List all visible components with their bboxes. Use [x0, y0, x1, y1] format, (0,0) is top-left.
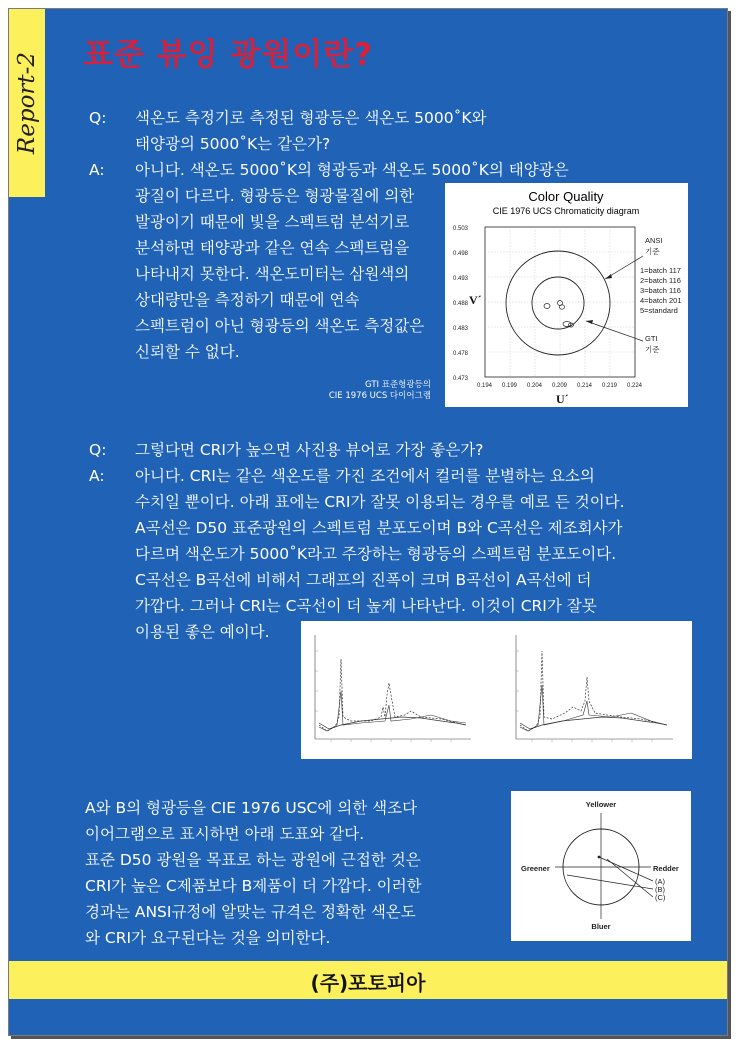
data-point [563, 322, 571, 327]
text-line: C곡선은 B곡선에 비해서 그래프의 진폭이 크며 B곡선이 A곡선에 더 [135, 571, 592, 589]
caption-line: GTI 표준형광등의 [365, 380, 431, 390]
caption-line: CIE 1976 UCS 다이어그램 [328, 391, 431, 401]
y-tick: 0.498 [453, 251, 469, 257]
text-line: CRI가 높은 C제품보다 B제품이 더 가깝다. 이러한 [85, 877, 422, 895]
text-line: 분석하면 태양광과 같은 연속 스펙트럼을 [135, 239, 410, 257]
x-axis-label: U´ [556, 392, 569, 406]
text-line: A와 B의 형광등을 CIE 1976 USC에 의한 색조다 [85, 799, 418, 817]
text-line: 스펙트럼이 아닌 형광등의 색온도 측정값은 [135, 317, 425, 335]
arrow-head [605, 274, 612, 279]
label-a: (A) [655, 877, 665, 886]
line-text: 아니다. CRI는 같은 색온도를 가진 조건에서 컬러를 분별하는 요소의 [135, 467, 595, 485]
x-tick: 0.209 [552, 383, 568, 389]
text-line: 태양광의 5000˚K는 같은가? [135, 135, 331, 153]
text-line: 나타내지 못한다. 색온도미터는 삼원색의 [135, 265, 410, 283]
color-quality-chart [445, 183, 688, 407]
text-line: 다르며 색온도가 5000˚K라고 주장하는 형광등의 스펙트럼 분포도이다. [135, 545, 617, 563]
a-label: A: [89, 161, 105, 179]
hue-svg [511, 791, 691, 941]
text-line [89, 157, 569, 183]
x-tick: 0.194 [477, 383, 493, 389]
line-a [599, 857, 653, 881]
legend-entry: 5=standard [640, 306, 678, 315]
bluer-label: Bluer [591, 922, 611, 931]
label-b: (B) [655, 885, 665, 894]
gti-circle [532, 277, 584, 329]
line-b [567, 875, 653, 889]
data-point [560, 305, 565, 309]
text-line: 와 CRI가 요구된다는 것을 의미한다. [85, 929, 331, 947]
line-text: 색온도 측정기로 측정된 형광등은 색온도 5000˚K와 [135, 109, 487, 127]
y-tick: 0.488 [453, 301, 469, 307]
text-line: 수치일 뿐이다. 아래 표에는 CRI가 잘못 이용되는 경우를 예로 든 것이다. [135, 493, 625, 511]
gti-sub-label: 기준 [645, 345, 660, 354]
text-line [89, 105, 569, 131]
spectrum-chart-right [516, 635, 673, 742]
text-line: 이용된 좋은 예이다. [135, 623, 270, 641]
gti-pointer [586, 321, 643, 341]
grid [485, 227, 635, 377]
y-tick: 0.493 [453, 276, 469, 282]
text-line: 광질이 다르다. 형광등은 형광물질에 의한 [135, 187, 415, 205]
chart-subtitle: CIE 1976 UCS Chromaticity diagram [492, 206, 640, 216]
yellower-label: Yellower [585, 800, 617, 809]
text-line: 경과는 ANSI규정에 알맞는 규격은 정확한 색온도 [85, 903, 416, 921]
hue-diagram [511, 791, 691, 941]
spectrum-chart-left [315, 635, 471, 742]
q-label: Q: [89, 109, 107, 127]
legend-entry: 2=batch 116 [640, 276, 681, 285]
x-tick: 0.219 [602, 383, 618, 389]
section-2 [89, 437, 625, 645]
spectrum-svg [301, 621, 692, 759]
greener-label: Greener [521, 864, 550, 873]
footer-band [9, 961, 727, 999]
label-c: (C) [655, 893, 666, 902]
ansi-circle [506, 251, 610, 355]
text-line: 가깝다. 그러나 CRI는 C곡선이 더 높게 나타난다. 이것이 CRI가 잘못 [135, 597, 597, 615]
x-tick: 0.214 [577, 383, 593, 389]
text-line: 표준 D50 광원을 목표로 하는 광원에 근접한 것은 [85, 851, 421, 869]
gti-label: GTI [645, 334, 658, 343]
page [8, 8, 728, 1036]
arrow-head [586, 320, 593, 324]
x-tick: 0.199 [502, 383, 518, 389]
ansi-sub-label: 기준 [645, 247, 660, 256]
text-line: A곡선은 D50 표준광원의 스펙트럼 분포도이며 B와 C곡선은 제조회사가 [135, 519, 623, 537]
y-tick: 0.478 [453, 351, 469, 357]
q-label: Q: [89, 441, 107, 459]
x-tick: 0.224 [627, 383, 643, 389]
text-line: 이어그램으로 표시하면 아래 도표와 같다. [85, 825, 365, 843]
text-line: 상대량만을 측정하기 때문에 연속 [135, 291, 360, 309]
chromaticity-svg [445, 183, 688, 407]
y-axis-label: V´ [469, 293, 482, 307]
chart-caption [309, 380, 431, 402]
text-line [89, 463, 625, 489]
legend-entry: 4=batch 201 [640, 296, 682, 305]
ansi-label: ANSI [645, 236, 663, 245]
redder-label: Redder [653, 864, 679, 873]
legend-entry: 3=batch 116 [640, 286, 681, 295]
a-label: A: [89, 467, 105, 485]
report-tab-label: Report-2 [14, 51, 40, 155]
legend-entry: 1=batch 117 [640, 266, 681, 275]
y-tick: 0.483 [453, 326, 469, 332]
text-line: 발광이기 때문에 빛을 스펙트럼 분석기로 [135, 213, 410, 231]
spectrum-charts [301, 621, 692, 759]
page-title: 표준 뷰잉 광원이란? [83, 37, 374, 73]
x-tick: 0.204 [527, 383, 543, 389]
line-text: 아니다. 색온도 5000˚K의 형광등과 색온도 5000˚K의 태양광은 [135, 161, 569, 179]
text-line [89, 437, 625, 463]
y-tick: 0.503 [453, 226, 469, 232]
company-name: (주)포토피아 [310, 971, 426, 995]
data-point [544, 304, 550, 309]
section-3 [85, 795, 422, 951]
chart-title: Color Quality [528, 189, 604, 204]
report-tab [9, 9, 45, 197]
y-tick: 0.473 [453, 376, 469, 382]
line-text: 그렇다면 CRI가 높으면 사진용 뷰어로 가장 좋은가? [135, 441, 484, 459]
text-line: 신뢰할 수 없다. [135, 343, 240, 361]
curve-c [520, 685, 667, 731]
